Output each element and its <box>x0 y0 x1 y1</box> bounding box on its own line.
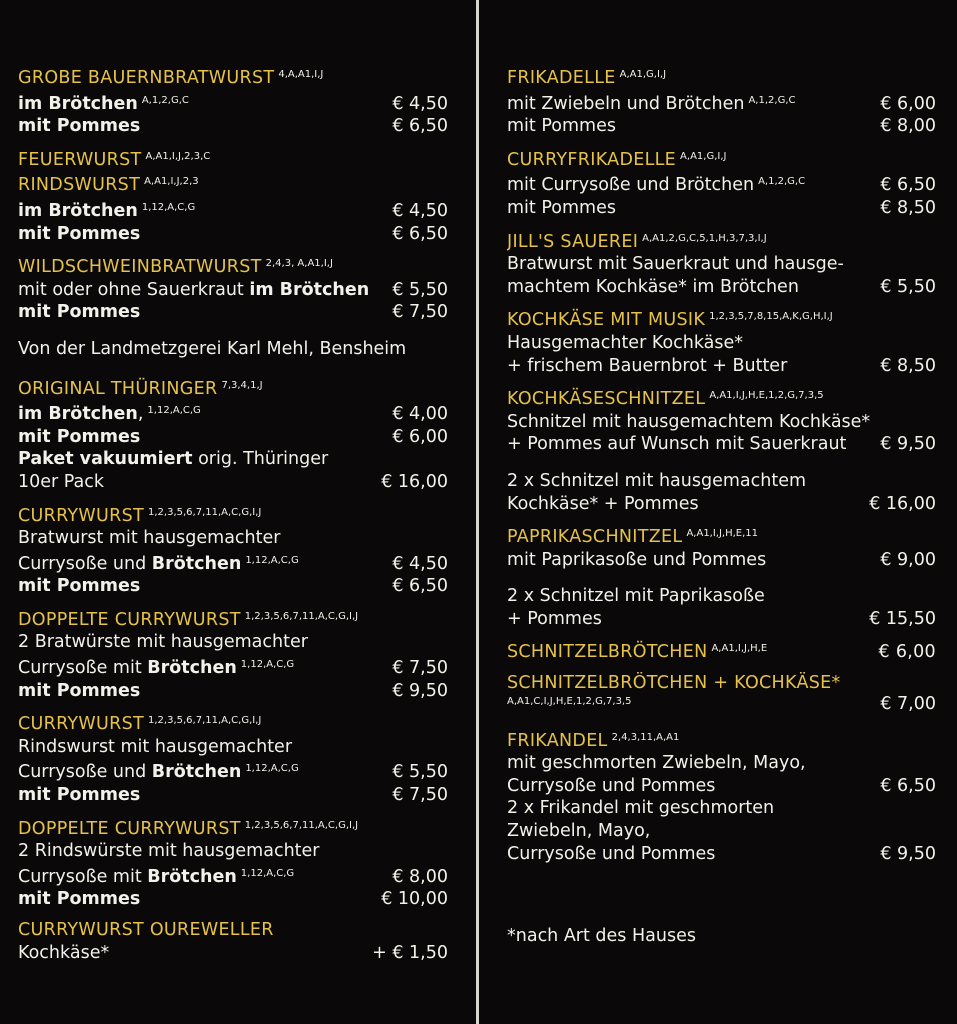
price: € 7,00 <box>880 693 936 714</box>
allergen-codes: A,A1,I,J,H,E,1,2,G,7,3,5 <box>709 390 824 402</box>
description: Kochkäse* + Pommes <box>507 493 699 514</box>
description: mit Pommes <box>507 116 616 137</box>
description: + frischem Bauernbrot + Butter <box>507 355 788 376</box>
item-schnitzelbroetchen <box>507 638 936 664</box>
description: orig. Thüringer <box>192 449 329 470</box>
price: € 6,00 <box>878 642 936 663</box>
description: Currysoße und <box>18 762 152 783</box>
price: € 6,50 <box>392 223 448 244</box>
item-title: CURRYFRIKADELLE <box>507 149 677 170</box>
description: + Pommes <box>507 608 602 629</box>
allergen-codes: A,A1,I,J,H,E,11 <box>686 528 759 540</box>
variant-label: im Brötchen <box>249 279 370 300</box>
variant-label: Brötchen <box>147 866 237 887</box>
variant-label: mit Pommes <box>18 426 141 447</box>
variant-label: mit Pommes <box>18 680 141 701</box>
item-title: CURRYWURST OUREWELLER <box>18 920 274 940</box>
item-doppelte-currywurst-bratwurst <box>18 606 448 702</box>
item-title: DOPPELTE CURRYWURST <box>18 609 241 630</box>
description: Currysoße und Pommes <box>507 775 716 796</box>
variant-label: mit Pommes <box>18 576 141 597</box>
item-kochkaeseschnitzel <box>507 385 936 515</box>
description: mit Pommes <box>507 197 616 218</box>
item-feuerwurst-rindswurst <box>18 146 448 245</box>
allergen-codes: 1,12,A,C,G <box>240 659 295 671</box>
item-currywurst-bratwurst <box>18 502 448 598</box>
allergen-codes: A,1,2,G,C <box>748 94 796 106</box>
description: 2 x Schnitzel mit Paprikasoße <box>507 586 765 607</box>
item-original-thueringer <box>18 375 448 494</box>
description: Kochkäse* <box>18 942 110 963</box>
menu-left-column <box>18 64 448 972</box>
description: 2 x Frikandel mit geschmorten <box>507 798 775 819</box>
price: € 5,50 <box>880 276 936 297</box>
menu-right-column <box>507 64 936 947</box>
price: € 4,50 <box>392 93 448 114</box>
allergen-codes: 2,4,3, A,A1,I,J <box>265 258 333 270</box>
price: € 15,50 <box>869 608 936 629</box>
description: Currysoße mit <box>18 658 148 679</box>
source-note-text: Von der Landmetzgerei Karl Mehl, Bensheim <box>18 338 407 359</box>
description: mit Currysoße und Brötchen <box>507 175 755 196</box>
allergen-codes: A,A1,I,J,2,3,C <box>145 150 211 162</box>
item-title: KOCHKÄSESCHNITZEL <box>507 389 706 410</box>
price: € 4,00 <box>392 404 448 425</box>
allergen-codes: A,A1,G,I,J <box>619 69 667 80</box>
description: Rindswurst mit hausgemachter <box>18 736 293 757</box>
description: mit Paprikasoße und Pommes <box>507 549 767 570</box>
allergen-codes: 1,2,3,5,6,7,11,A,C,G,I,J <box>148 715 262 727</box>
allergen-codes: 1,2,3,5,6,7,11,A,C,G,I,J <box>244 610 359 622</box>
price: € 5,50 <box>392 762 448 783</box>
description: Zwiebeln, Mayo, <box>507 821 651 842</box>
item-title: WILDSCHWEINBRATWURST <box>18 257 262 278</box>
price: € 6,50 <box>392 116 448 137</box>
price: € 6,50 <box>880 775 936 796</box>
item-title: KOCHKÄSE MIT MUSIK <box>507 310 706 331</box>
variant-label: im Brötchen <box>18 200 138 221</box>
variant-label: mit Pommes <box>18 889 141 910</box>
price: € 4,50 <box>392 553 448 574</box>
item-title: GROBE BAUERNBRATWURST <box>18 68 275 88</box>
allergen-codes: 1,2,3,5,6,7,11,A,C,G,I,J <box>148 506 262 518</box>
price: € 6,00 <box>880 93 936 114</box>
price: € 16,00 <box>381 471 448 492</box>
description: Bratwurst mit hausgemachter <box>18 528 281 549</box>
variant-label: Paket vakuumiert <box>18 449 193 470</box>
price: € 9,50 <box>392 680 448 701</box>
description: 2 Bratwürste mit hausgemachter <box>18 632 308 653</box>
price: + € 1,50 <box>372 942 448 963</box>
description: Bratwurst mit Sauerkraut und hausge- <box>507 254 844 275</box>
variant-label: Brötchen <box>147 658 237 679</box>
price: € 4,50 <box>392 200 448 221</box>
item-title: ORIGINAL THÜRINGER <box>18 378 218 399</box>
price: € 6,50 <box>880 175 936 196</box>
description: + Pommes auf Wunsch mit Sauerkraut <box>507 434 847 455</box>
price: € 6,50 <box>392 576 448 597</box>
allergen-codes: 4,A,A1,I,J <box>278 69 324 80</box>
item-doppelte-currywurst-rindswurst <box>18 815 448 911</box>
price: € 16,00 <box>869 493 936 514</box>
allergen-codes: 1,12,A,C,G <box>245 554 299 566</box>
variant-label: Brötchen <box>151 762 242 783</box>
item-title: PAPRIKASCHNITZEL <box>507 527 683 548</box>
item-title: FEUERWURST <box>18 149 142 170</box>
price: € 7,50 <box>392 302 448 323</box>
price: € 7,50 <box>392 785 448 806</box>
item-title: JILL'S SAUEREI <box>507 231 639 252</box>
variant-label: mit Pommes <box>18 785 141 806</box>
price: € 8,00 <box>392 866 448 887</box>
item-grobe-bauernbratwurst <box>18 64 448 138</box>
allergen-codes: 1,12,A,C,G <box>240 867 295 879</box>
item-title: CURRYWURST <box>18 714 144 735</box>
allergen-codes: A,A1,I,J,2,3 <box>144 176 199 188</box>
price: € 5,50 <box>392 279 448 300</box>
item-paprikaschnitzel <box>507 523 936 630</box>
item-title: FRIKANDEL <box>507 730 608 751</box>
allergen-codes: 7,3,4,1,J <box>221 379 263 391</box>
description: Hausgemachter Kochkäse* <box>507 332 744 353</box>
description: 2 x Schnitzel mit hausgemachtem <box>507 470 807 491</box>
allergen-codes: A,A1,G,I,J <box>680 150 727 162</box>
item-title: FRIKADELLE <box>507 68 616 88</box>
variant-label: im Brötchen <box>18 404 138 425</box>
item-title: DOPPELTE CURRYWURST <box>18 818 241 839</box>
item-kochkaese-mit-musik <box>507 306 936 377</box>
allergen-codes: A,A1,C,I,J,H,E,1,2,G,7,3,5 <box>507 695 632 707</box>
description: 2 Rindswürste mit hausgemachter <box>18 841 320 862</box>
allergen-codes: 1,2,3,5,6,7,11,A,C,G,I,J <box>244 819 359 831</box>
description: 10er Pack <box>18 471 105 492</box>
allergen-codes: 1,12,A,C,G <box>147 405 201 417</box>
variant-label: mit Pommes <box>18 302 141 323</box>
item-frikandel <box>507 727 936 866</box>
source-note <box>18 338 448 361</box>
description: mit oder ohne Sauerkraut <box>18 279 250 300</box>
item-frikadelle <box>507 64 936 138</box>
allergen-codes: 1,12,A,C,G <box>245 763 299 775</box>
price: € 9,50 <box>880 843 936 864</box>
item-wildschweinbratwurst <box>18 253 448 324</box>
comma: , <box>137 404 144 425</box>
allergen-codes: 2,4,3,11,A,A1 <box>611 731 680 743</box>
price: € 9,00 <box>880 549 936 570</box>
item-currywurst-rindswurst <box>18 710 448 806</box>
price: € 9,50 <box>880 434 936 455</box>
item-schnitzelbroetchen-kochkaese <box>507 672 936 713</box>
allergen-codes: A,1,2,G,C <box>141 94 189 106</box>
description: mit geschmorten Zwiebeln, Mayo, <box>507 753 806 774</box>
item-title: SCHNITZELBRÖTCHEN + KOCHKÄSE* <box>507 673 841 694</box>
allergen-codes: A,A1,2,G,C,5,1,H,3,7,3,I,J <box>642 232 767 244</box>
description: mit Zwiebeln und Brötchen <box>507 93 745 114</box>
item-title: RINDSWURST <box>18 175 141 196</box>
variant-label: mit Pommes <box>18 116 141 137</box>
price: € 7,50 <box>392 658 448 679</box>
allergen-codes: A,1,2,G,C <box>758 176 806 188</box>
description: Currysoße mit <box>18 866 148 887</box>
column-divider <box>476 0 479 1024</box>
description: Schnitzel mit hausgemachtem Kochkäse* <box>507 411 871 432</box>
description: Currysoße und Pommes <box>507 843 716 864</box>
item-currywurst-oureweller <box>18 919 448 964</box>
variant-label: im Brötchen <box>18 93 138 114</box>
variant-label: Brötchen <box>151 553 242 574</box>
item-jills-sauerei <box>507 228 936 299</box>
item-title: SCHNITZELBRÖTCHEN <box>507 642 708 663</box>
allergen-codes: 1,12,A,C,G <box>141 201 196 213</box>
item-title: CURRYWURST <box>18 505 144 526</box>
allergen-codes: A,A1,I,J,H,E <box>711 643 768 655</box>
price: € 6,00 <box>392 426 448 447</box>
variant-label: mit Pommes <box>18 223 141 244</box>
description: machtem Kochkäse* im Brötchen <box>507 276 799 297</box>
price: € 8,50 <box>880 355 936 376</box>
item-curryfrikadelle <box>507 146 936 220</box>
allergen-codes: 1,2,3,5,7,8,15,A,K,G,H,I,J <box>709 311 833 323</box>
description: Currysoße und <box>18 553 152 574</box>
price: € 10,00 <box>381 889 448 910</box>
price: € 8,00 <box>880 116 936 137</box>
price: € 8,50 <box>880 197 936 218</box>
footnote: *nach Art des Hauses <box>507 926 696 947</box>
